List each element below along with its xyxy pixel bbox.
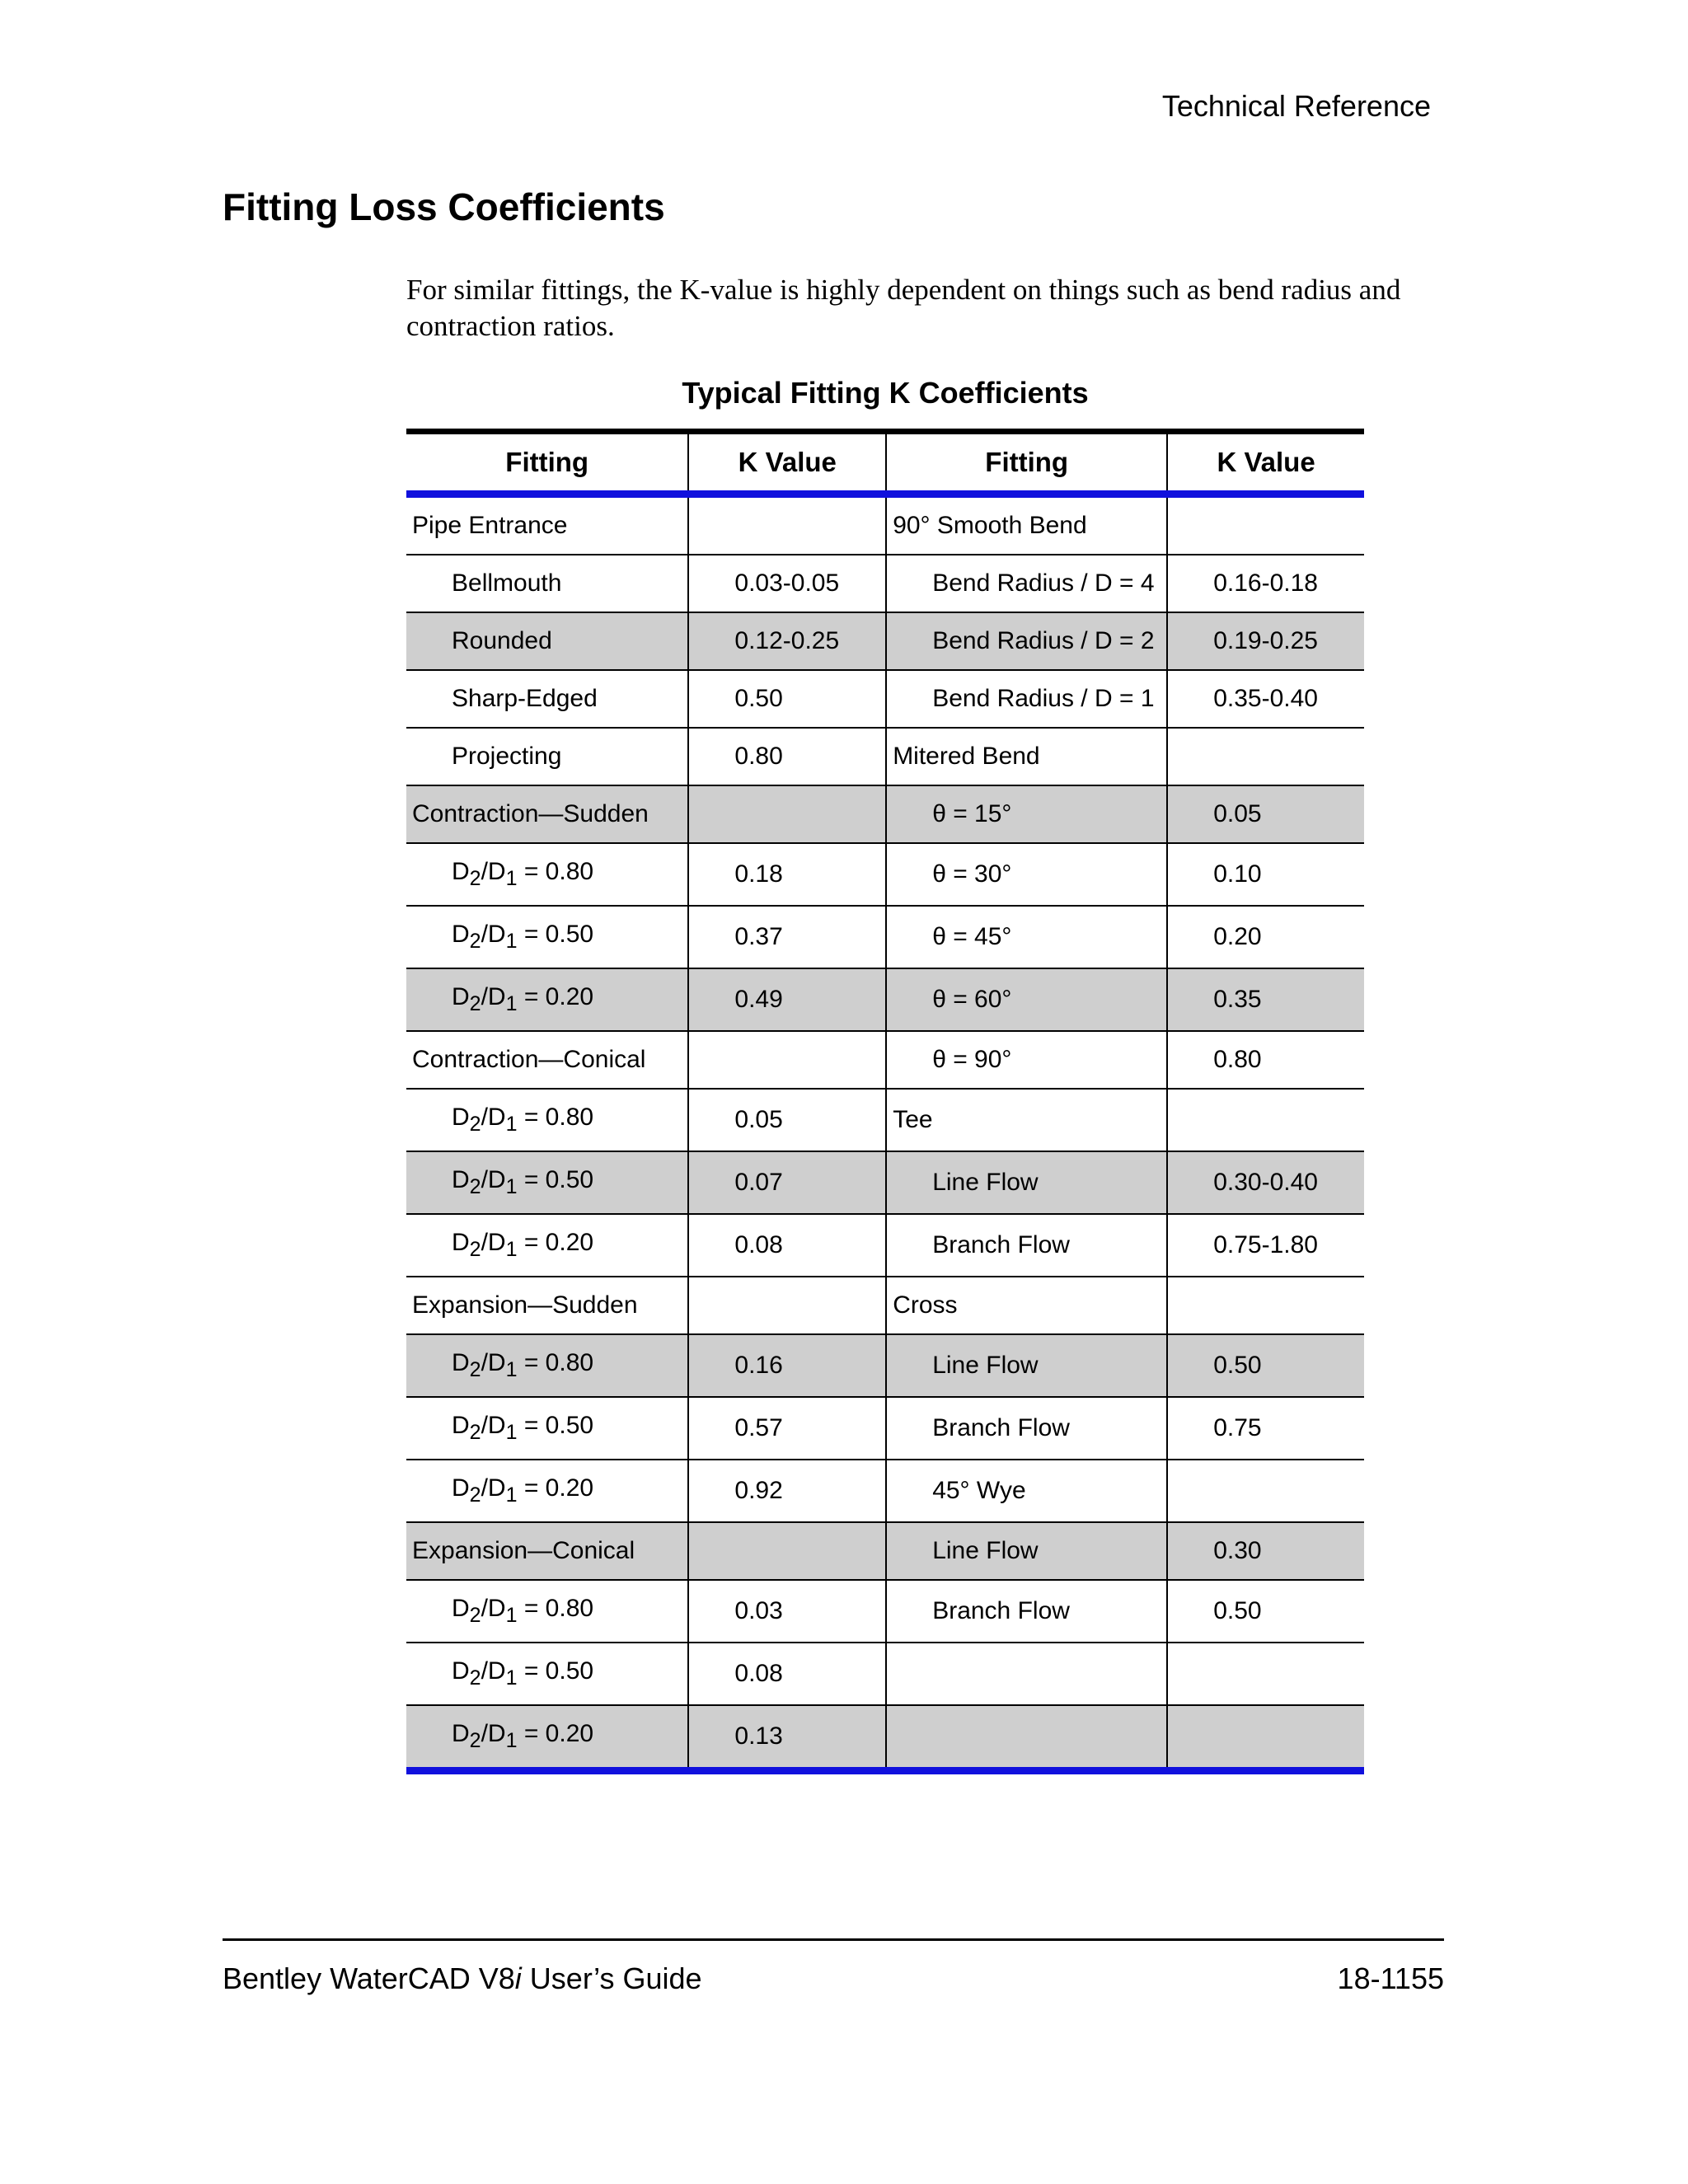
page-number: 18-1155: [1337, 1961, 1444, 1995]
table-row: [406, 494, 1364, 555]
k-value-cell: 0.50: [688, 670, 886, 728]
k-value-cell: 0.75-1.80: [1167, 1214, 1364, 1277]
k-value-cell: 0.50: [1167, 1580, 1364, 1643]
k-value-cell: 0.80: [688, 728, 886, 785]
k-value-cell: 0.07: [688, 1151, 886, 1214]
fitting-cell: $D_2/D_1 = 0.50$: [406, 1643, 688, 1705]
header-fitting: Fitting: [886, 432, 1167, 494]
table-row: [406, 1460, 1364, 1522]
fitting-cell: $D_2/D_1 = 0.80$: [406, 1334, 688, 1397]
fitting-cell: θ = 15°: [886, 785, 1167, 843]
fitting-cell: θ = 45°: [886, 906, 1167, 968]
k-value-cell: 0.20: [1167, 906, 1364, 968]
k-value-cell: [688, 1522, 886, 1580]
k-value-cell: [688, 785, 886, 843]
header-k-value: K Value: [688, 432, 886, 494]
table-row: [406, 1580, 1364, 1643]
fitting-cell: Branch Flow: [886, 1397, 1167, 1460]
fitting-cell: Branch Flow: [886, 1580, 1167, 1643]
fitting-cell: $D_2/D_1 = 0.80$: [406, 843, 688, 906]
table-row: [406, 670, 1364, 728]
fitting-cell: 90° Smooth Bend: [886, 494, 1167, 555]
fitting-cell: Line Flow: [886, 1151, 1167, 1214]
k-value-cell: 0.30: [1167, 1522, 1364, 1580]
k-value-cell: [1167, 1089, 1364, 1151]
k-value-cell: 0.08: [688, 1214, 886, 1277]
table-row: [406, 1031, 1364, 1089]
k-value-cell: 0.05: [688, 1089, 886, 1151]
k-coefficients-table: [406, 429, 1364, 1774]
running-header: Technical Reference: [1161, 89, 1431, 123]
k-value-cell: 0.03: [688, 1580, 886, 1643]
fitting-cell: Projecting: [406, 728, 688, 785]
fitting-cell: Bellmouth: [406, 555, 688, 612]
fitting-cell: Branch Flow: [886, 1214, 1167, 1277]
footer-rule: [223, 1938, 1444, 1941]
k-value-cell: [1167, 1705, 1364, 1771]
header-fitting: Fitting: [406, 432, 688, 494]
fitting-cell: $D_2/D_1 = 0.50$: [406, 1151, 688, 1214]
fitting-cell: $D_2/D_1 = 0.20$: [406, 1705, 688, 1771]
fitting-cell: $D_2/D_1 = 0.50$: [406, 1397, 688, 1460]
table-row: [406, 1151, 1364, 1214]
k-value-cell: 0.30-0.40: [1167, 1151, 1364, 1214]
fitting-cell: Pipe Entrance: [406, 494, 688, 555]
fitting-cell: Mitered Bend: [886, 728, 1167, 785]
fitting-cell: Line Flow: [886, 1522, 1167, 1580]
k-value-cell: 0.80: [1167, 1031, 1364, 1089]
table-row: [406, 1643, 1364, 1705]
fitting-cell: $D_2/D_1 = 0.20$: [406, 968, 688, 1031]
table-row: [406, 1397, 1364, 1460]
k-value-cell: [688, 1031, 886, 1089]
k-value-cell: 0.75: [1167, 1397, 1364, 1460]
fitting-cell: Rounded: [406, 612, 688, 670]
k-value-cell: 0.37: [688, 906, 886, 968]
fitting-cell: Contraction—Sudden: [406, 785, 688, 843]
fitting-cell: $D_2/D_1 = 0.20$: [406, 1214, 688, 1277]
table-caption: Typical Fitting K Coefficients: [682, 376, 1089, 410]
table-row: [406, 1705, 1364, 1771]
fitting-cell: Contraction—Conical: [406, 1031, 688, 1089]
table-row: [406, 612, 1364, 670]
k-value-cell: 0.19-0.25: [1167, 612, 1364, 670]
table-row: [406, 1334, 1364, 1397]
k-value-cell: [1167, 728, 1364, 785]
k-value-cell: 0.12-0.25: [688, 612, 886, 670]
fitting-cell: Bend Radius / D = 1: [886, 670, 1167, 728]
k-value-cell: [1167, 1460, 1364, 1522]
k-value-cell: 0.35-0.40: [1167, 670, 1364, 728]
k-value-cell: [1167, 494, 1364, 555]
fitting-cell: Expansion—Conical: [406, 1522, 688, 1580]
k-value-cell: 0.16-0.18: [1167, 555, 1364, 612]
fitting-cell: $D_2/D_1 = 0.80$: [406, 1580, 688, 1643]
header-k-value: K Value: [1167, 432, 1364, 494]
k-value-cell: 0.92: [688, 1460, 886, 1522]
fitting-cell: Line Flow: [886, 1334, 1167, 1397]
k-value-cell: 0.18: [688, 843, 886, 906]
fitting-cell: $D_2/D_1 = 0.50$: [406, 906, 688, 968]
table-row: [406, 906, 1364, 968]
k-value-cell: 0.49: [688, 968, 886, 1031]
k-value-cell: [688, 494, 886, 555]
table-header-row: [406, 432, 1364, 494]
table-row: [406, 968, 1364, 1031]
fitting-cell: Cross: [886, 1277, 1167, 1334]
k-value-cell: 0.05: [1167, 785, 1364, 843]
table-row: [406, 555, 1364, 612]
fitting-cell: Sharp-Edged: [406, 670, 688, 728]
k-value-cell: 0.16: [688, 1334, 886, 1397]
fitting-cell: Expansion—Sudden: [406, 1277, 688, 1334]
k-value-cell: 0.13: [688, 1705, 886, 1771]
table-row: [406, 843, 1364, 906]
k-value-cell: [688, 1277, 886, 1334]
fitting-cell: Tee: [886, 1089, 1167, 1151]
fitting-cell: 45° Wye: [886, 1460, 1167, 1522]
table-row: [406, 1277, 1364, 1334]
k-value-cell: [1167, 1277, 1364, 1334]
k-value-cell: 0.08: [688, 1643, 886, 1705]
table-row: [406, 1089, 1364, 1151]
fitting-cell: Bend Radius / D = 2: [886, 612, 1167, 670]
page-title: Fitting Loss Coefficients: [223, 185, 665, 228]
fitting-cell: [886, 1643, 1167, 1705]
table-row: [406, 1522, 1364, 1580]
table-row: [406, 1214, 1364, 1277]
fitting-cell: Bend Radius / D = 4: [886, 555, 1167, 612]
footer-guide-title: Bentley WaterCAD V8i User’s Guide: [223, 1961, 702, 1995]
fitting-cell: $D_2/D_1 = 0.20$: [406, 1460, 688, 1522]
k-value-cell: 0.57: [688, 1397, 886, 1460]
k-value-cell: 0.10: [1167, 843, 1364, 906]
k-value-cell: [1167, 1643, 1364, 1705]
k-value-cell: 0.50: [1167, 1334, 1364, 1397]
k-value-cell: 0.35: [1167, 968, 1364, 1031]
intro-paragraph: For similar fittings, the K-value is highly dependent on things such as bend radius and contraction ratios.: [406, 274, 1401, 342]
fitting-cell: $D_2/D_1 = 0.80$: [406, 1089, 688, 1151]
fitting-cell: [886, 1705, 1167, 1771]
fitting-cell: θ = 90°: [886, 1031, 1167, 1089]
k-value-cell: 0.03-0.05: [688, 555, 886, 612]
table-row: [406, 728, 1364, 785]
table-row: [406, 785, 1364, 843]
fitting-cell: θ = 60°: [886, 968, 1167, 1031]
fitting-cell: θ = 30°: [886, 843, 1167, 906]
